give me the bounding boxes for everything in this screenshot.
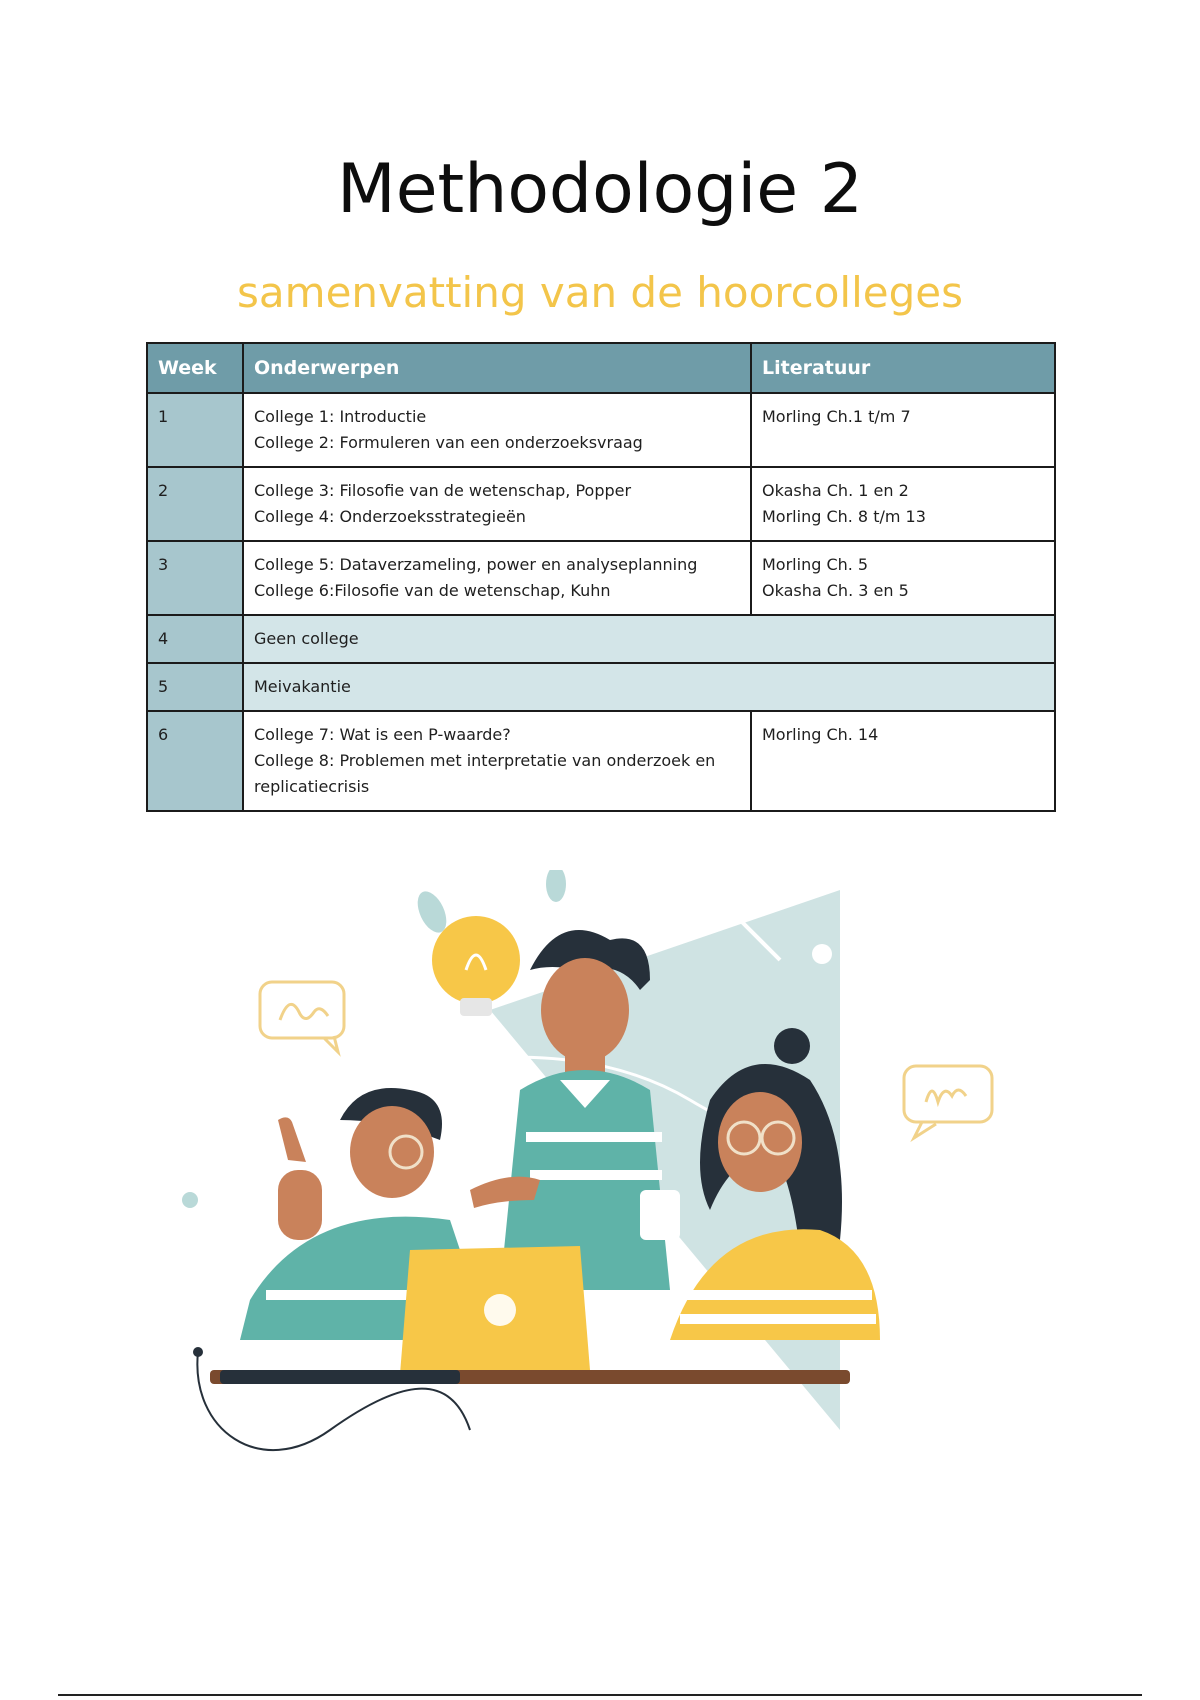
- topic-line: College 4: Onderzoeksstrategieën: [254, 507, 526, 526]
- schedule-table: [146, 342, 1056, 812]
- topic-line: College 1: Introductie: [254, 407, 427, 426]
- table-row: [147, 711, 1055, 811]
- table-row: [147, 467, 1055, 541]
- page-title: Methodologie 2: [337, 150, 863, 229]
- literature-line: Morling Ch. 8 t/m 13: [762, 507, 926, 526]
- laptop-icon: [400, 1246, 590, 1374]
- literature-cell: [751, 541, 1055, 615]
- page-subtitle: samenvatting van de hoorcolleges: [237, 268, 963, 317]
- header-topics: Onderwerpen: [243, 343, 751, 393]
- week-number: 4: [147, 615, 243, 663]
- table-header-row: [147, 343, 1055, 393]
- speech-bubble-left-icon: [260, 982, 344, 1052]
- speech-bubble-right-icon: [904, 1066, 992, 1138]
- topics-cell: [243, 541, 751, 615]
- table-row: [147, 663, 1055, 711]
- literature-line: Morling Ch. 5: [762, 555, 869, 574]
- literature-cell: [751, 393, 1055, 467]
- week-number: 2: [147, 467, 243, 541]
- note-cell: Geen college: [243, 615, 1055, 663]
- literature-cell: [751, 711, 1055, 811]
- table-row: [147, 393, 1055, 467]
- literature-line: Morling Ch. 14: [762, 725, 879, 744]
- header-literature: Literatuur: [751, 343, 1055, 393]
- students-studying-illustration: [170, 870, 1030, 1480]
- table-row: [147, 615, 1055, 663]
- week-number: 5: [147, 663, 243, 711]
- footer-rule: [58, 1694, 1142, 1696]
- topic-line: College 5: Dataverzameling, power en analyseplanning: [254, 555, 698, 574]
- topic-line: College 7: Wat is een P-waarde?: [254, 725, 511, 744]
- week-number: 1: [147, 393, 243, 467]
- literature-line: Okasha Ch. 1 en 2: [762, 481, 909, 500]
- topic-line: College 6:Filosofie van de wetenschap, Kuhn: [254, 581, 611, 600]
- topics-cell: [243, 711, 751, 811]
- table-row: [147, 541, 1055, 615]
- lightbulb-icon: [432, 916, 520, 1016]
- week-number: 6: [147, 711, 243, 811]
- literature-line: Okasha Ch. 3 en 5: [762, 581, 909, 600]
- topics-cell: [243, 467, 751, 541]
- topic-line: College 8: Problemen met interpretatie van onderzoek en replicatiecrisis: [254, 751, 716, 796]
- week-number: 3: [147, 541, 243, 615]
- topic-line: College 3: Filosofie van de wetenschap, Popper: [254, 481, 632, 500]
- header-week: Week: [147, 343, 243, 393]
- topics-cell: [243, 393, 751, 467]
- topic-line: College 2: Formuleren van een onderzoeksvraag: [254, 433, 643, 452]
- note-cell: Meivakantie: [243, 663, 1055, 711]
- literature-cell: [751, 467, 1055, 541]
- literature-line: Morling Ch.1 t/m 7: [762, 407, 911, 426]
